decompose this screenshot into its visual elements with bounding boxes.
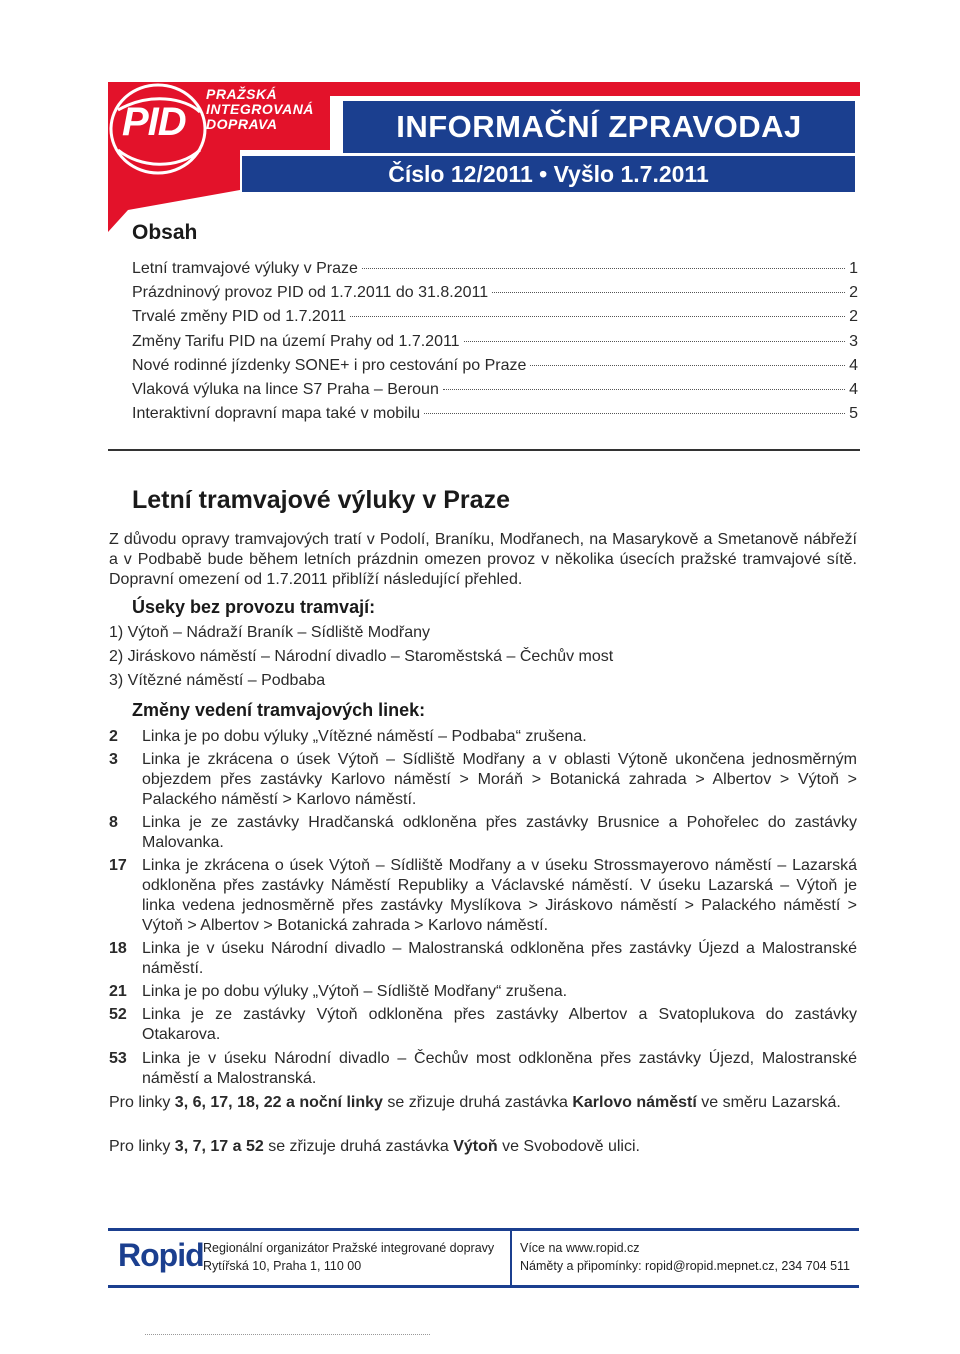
note-stop: Výtoň: [453, 1138, 498, 1155]
note-text: ve Svobodově ulici.: [497, 1138, 640, 1155]
note-text: se zřizuje druhá zastávka: [263, 1138, 454, 1155]
toc-item-label: Letní tramvajové výluky v Praze: [132, 260, 358, 277]
brand-line-1: PRAŽSKÁ: [206, 86, 278, 102]
article-intro: Z důvodu opravy tramvajových tratí v Podolí, Braníku, Modřanech, na Masarykově a Smetanově nábřeží a v Podbabě bude během letních prázdnin omezen provoz v několika úsecích pražské tramvajové sítě. Dopravní omezení od 1.7.2011 přiblíží následující přehled.: [109, 531, 857, 588]
toc-item-label: Vlaková výluka na lince S7 Praha – Beroun: [132, 380, 439, 398]
line-change-item: [109, 939, 857, 979]
toc-dot-leader: [350, 316, 845, 317]
note-text: Pro linky: [109, 1094, 175, 1111]
toc-item-label: Interaktivní dopravní mapa také v mobilu: [132, 405, 421, 423]
footer-website[interactable]: Více na www.ropid.cz: [520, 1241, 640, 1255]
toc-dot-leader: [464, 341, 846, 342]
toc-item-label: Trvalé změny PID od 1.7.2011: [132, 308, 347, 326]
toc-dot-leader: [492, 292, 845, 293]
note-text: se zřizuje druhá zastávka: [382, 1094, 573, 1111]
toc-item-label: Nové rodinné jízdenky SONE+ i pro cestování po Praze: [132, 356, 527, 374]
closed-section-item: 1) Výtoň – Nádraží Braník – Sídliště Modřany: [109, 624, 431, 641]
toc-dot-leader: [443, 389, 845, 390]
toc-item-page: 1: [849, 260, 858, 277]
footer-email-phone[interactable]: Náměty a připomínky: ropid@ropid.mepnet.cz, 234 704 511: [520, 1259, 850, 1273]
toc-item-page: 3: [849, 332, 858, 350]
vyton-stop-note: [109, 1137, 857, 1157]
toc-dot-leader: [530, 365, 845, 366]
line-change-text: Linka je v úseku Národní divadlo – Malostranská odkloněna přes zastávky Újezd a Malostranské náměstí.: [142, 940, 857, 977]
bottom-dotted-line: [145, 1334, 430, 1335]
pid-logo-text: PID: [122, 100, 186, 144]
footer-org-address: Rytířská 10, Praha 1, 110 00: [203, 1259, 362, 1273]
karlovo-stop-note: [109, 1093, 857, 1113]
line-change-text: Linka je zkrácena o úsek Výtoň – Sídliště Modřany a v oblasti Výtoně ukončena jednosměrným objezdem přes zastávky Karlovo náměstí > Moráň > Botanická zahrada > Albertov > Výtoň > Palackého náměstí > Karlovo náměstí.: [142, 751, 857, 808]
line-number: 18: [109, 940, 127, 957]
line-change-item: [109, 856, 857, 936]
line-change-text: Linka je ze zastávky Výtoň odkloněna přes zastávky Albertov a Svatoplukova do zastávky Otakarova.: [142, 1006, 857, 1043]
closed-section-item: 2) Jiráskovo náměstí – Národní divadlo – Staroměstská – Čechův most: [109, 648, 614, 665]
line-number: 17: [109, 857, 127, 874]
closed-section-item: 3) Vítězné náměstí – Podbaba: [109, 672, 326, 689]
note-stop: Karlovo náměstí: [572, 1094, 697, 1111]
toc-item-page: 2: [849, 308, 858, 326]
toc-item[interactable]: [132, 260, 858, 284]
line-change-item: [109, 1005, 857, 1045]
line-change-text: Linka je po dobu výluky „Vítězné náměstí – Podbaba“ zrušena.: [142, 728, 587, 745]
line-number: 21: [109, 983, 127, 1000]
note-text: ve směru Lazarská.: [696, 1094, 841, 1111]
toc-dot-leader: [424, 413, 845, 414]
footer-separator: [510, 1231, 512, 1285]
line-number: 2: [109, 728, 118, 745]
issue-info: Číslo 12/2011 • Vyšlo 1.7.2011: [242, 156, 855, 192]
line-number: 8: [109, 814, 118, 831]
brand-line-3: DOPRAVA: [206, 116, 278, 132]
line-change-text: Linka je zkrácena o úsek Výtoň – Sídliště Modřany a v úseku Strossmayerovo náměstí – Lazarská odkloněna přes zastávky Náměstí Republiky a Václavské náměstí. V úseku Lazarská – Výtoň je linka vedena jednosměrně přes zastávky Myslíkova > Jiráskovo náměstí > Palackého náměstí > Výtoň > Albertov > Botanická zahrada > Karlovo náměstí.: [142, 857, 857, 934]
toc-heading: Obsah: [132, 221, 198, 244]
footer-contact: [520, 1239, 850, 1275]
page-footer: [108, 1228, 859, 1288]
toc-item-page: 4: [849, 356, 858, 374]
line-number: 3: [109, 751, 118, 768]
line-change-item: [109, 727, 857, 747]
footer-org-name: Regionální organizátor Pražské integrované dopravy: [203, 1241, 495, 1255]
note-lines: 3, 6, 17, 18, 22 a noční linky: [174, 1094, 383, 1111]
toc-item-label: Změny Tarifu PID na území Prahy od 1.7.2011: [132, 332, 460, 350]
footer-organization: [203, 1239, 494, 1275]
line-change-item: [109, 1049, 857, 1089]
line-number: 52: [109, 1006, 127, 1023]
toc-dot-leader: [362, 268, 845, 269]
toc-item-label: Prázdninový provoz PID od 1.7.2011 do 31.8.2011: [132, 284, 489, 302]
section-divider: [108, 449, 860, 451]
ropid-logo: Ropid: [118, 1237, 204, 1273]
toc-item[interactable]: [132, 284, 858, 308]
line-change-item: [109, 982, 857, 1002]
brand-line-2: INTEGROVANÁ: [206, 101, 314, 117]
line-number: 53: [109, 1050, 127, 1067]
toc-item[interactable]: [132, 333, 858, 357]
toc-item-page: 2: [849, 284, 858, 302]
toc-item[interactable]: [132, 357, 858, 381]
toc-item-page: 5: [849, 405, 858, 423]
toc-item[interactable]: [132, 308, 858, 332]
toc-item[interactable]: [132, 405, 858, 429]
line-change-text: Linka je v úseku Národní divadlo – Čechův most odkloněna přes zastávky Újezd, Malostranské náměstí a Malostranská.: [142, 1050, 857, 1087]
note-lines: 3, 7, 17 a 52: [174, 1138, 264, 1155]
toc-item-page: 4: [849, 380, 858, 398]
line-change-text: Linka je po dobu výluky „Výtoň – Sídliště Modřany“ zrušena.: [142, 983, 568, 1000]
line-change-item: [109, 813, 857, 853]
toc-item[interactable]: [132, 381, 858, 405]
note-text: Pro linky: [109, 1138, 175, 1155]
line-change-text: Linka je ze zastávky Hradčanská odkloněna přes zastávky Brusnice a Pohořelec do zastávky Malovanka.: [142, 814, 857, 851]
article-title: Letní tramvajové výluky v Praze: [132, 486, 510, 514]
newsletter-title: INFORMAČNÍ ZPRAVODAJ: [343, 101, 855, 153]
sections-heading: Úseky bez provozu tramvají:: [132, 597, 376, 617]
changes-heading: Změny vedení tramvajových linek:: [132, 700, 426, 720]
table-of-contents: [132, 260, 858, 429]
line-change-item: [109, 750, 857, 810]
